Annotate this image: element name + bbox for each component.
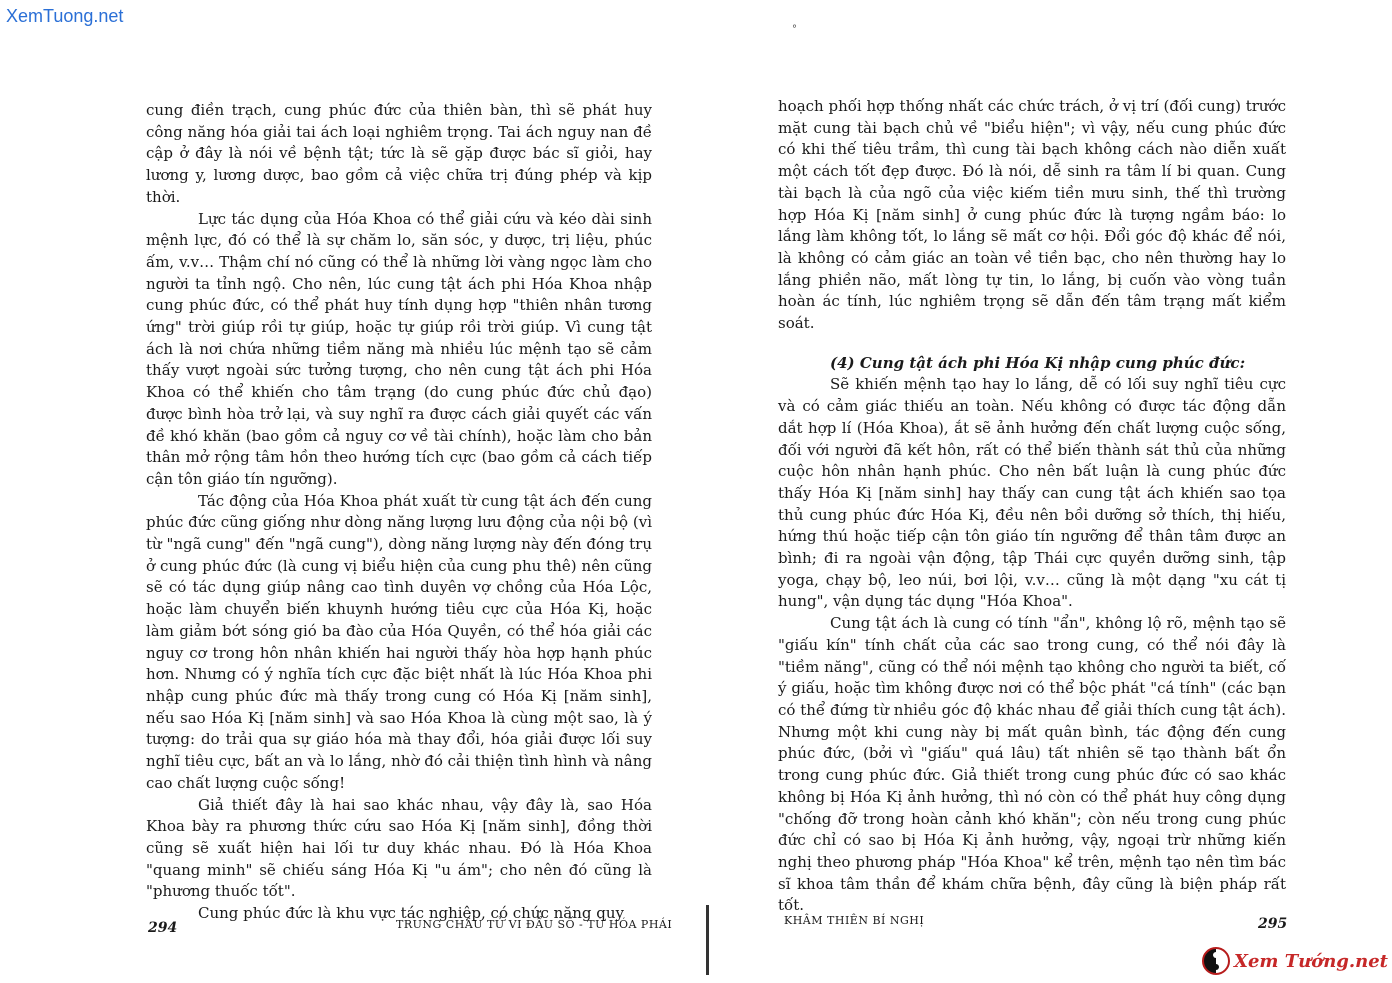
scan-speck: ° [792, 24, 797, 35]
left-paragraph: cung điền trạch, cung phúc đức của thiên bàn, thì sẽ phát huy công năng hóa giải tai ách loại nghiêm trọng. Tai ách nguy nan đề cập ở đây là nói về bệnh tật; tức là sẽ gặp được bác sĩ giỏi, hay lương y, lương dược, bao gồm cả việc chữa trị đúng phép và kịp thời. [146, 101, 652, 206]
right-page-body [778, 96, 1286, 917]
right-paragraph: Sẽ khiến mệnh tạo hay lo lắng, dễ có lối suy nghĩ tiêu cực và có cảm giác thiếu an toàn. Nếu không có được tác động dẫn dắt hợp lí (Hóa Khoa), ắt sẽ ảnh hưởng đến chất lượng cuộc sống, đối với người đã kết hôn, rất có thể biến thành sát thủ của những cuộc hôn nhân hạnh phúc. Cho nên bất luận là cung phúc đức thấy Hóa Kị [năm sinh] hay thấy can cung tật ách khiến sao tọa thủ cung phúc đức Hóa Kị, đều nên bồi dưỡng sở thích, thị hiếu, hứng thú hoặc tiếp cận tôn giáo tín ngưỡng để thân tâm được an bình; đi ra ngoài vận động, tập Thái cực quyền dưỡng sinh, tập yoga, chạy bộ, leo núi, bơi lội, v.v… cũng là một dạng "xu cát tị hung", vận dụng tác dụng "Hóa Khoa". [778, 375, 1286, 611]
right-page-number: 295 [1258, 916, 1288, 932]
right-running-footer: KHÂM THIÊN BÍ NGHỊ [784, 914, 925, 927]
left-paragraph: Lực tác dụng của Hóa Khoa có thể giải cứu và kéo dài sinh mệnh lực, đó có thể là sự chăm lo, săn sóc, y dược, trị liệu, phúc ấm, v.v… Thậm chí nó cũng có thể là những lời vàng ngọc làm cho người ta tỉnh ngộ. Cho nên, lúc cung tật ách phi Hóa Khoa nhập cung phúc đức, có thể phát huy tính dụng hợp "thiên nhân tương ứng" trời giúp rồi tự giúp, hoặc tự giúp rồi trời giúp. Vì cung tật ách là nơi chứa những tiềm năng mà nhiều lúc mệnh tạo sẽ cảm thấy vượt ngoài sức tưởng tượng, cho nên cung tật ách phi Hóa Khoa có thể khiến cho tâm trạng (do cung phúc đức chủ đạo) được bình hòa trở lại, và suy nghĩ ra được cách giải quyết các vấn đề khó khăn (bao gồm cả nguy cơ về tài chính), hoặc làm cho bản thân mở rộng tâm hồn theo hướng tích cực (bao gồm cả cách tiếp cận tôn giáo tín ngưỡng). [146, 209, 652, 488]
left-page-number: 294 [148, 920, 178, 936]
yin-yang-icon [1202, 947, 1230, 975]
right-intro-paragraph: hoạch phối hợp thống nhất các chức trách, ở vị trí (đối cung) trước mặt cung tài bạch chủ về "biểu hiện"; vì vậy, nếu cung phúc đức có khi thế tiêu trầm, thì cung tài bạch không cách nào diễn xuất một cách tốt đẹp được. Đó là nói, dễ sinh ra tâm lí bi quan. Cung tài bạch là của ngõ của việc kiếm tiền mưu sinh, thế thì trường hợp Hóa Kị [năm sinh] ở cung phúc đức là tượng ngầm báo: lo lắng làm không tốt, lo lắng sẽ mất cơ hội. Đổi góc độ khác để nói, là không có cảm giác an toàn về tiền bạc, cho nên thường hay lo lắng phiền não, mất lòng tự tin, lo lắng, bị cuốn vào vòng tuần hoàn ác tính, lúc nghiêm trọng sẽ dẫn đến tâm trạng mất kiểm soát. [778, 97, 1286, 333]
section-heading: (4) Cung tật ách phi Hóa Kị nhập cung phúc đức: [830, 353, 1246, 372]
watermark-logo-text: Xem Tướng.net [1233, 950, 1388, 972]
left-paragraph: Tác động của Hóa Khoa phát xuất từ cung tật ách đến cung phúc đức cũng giống như dòng năng lượng lưu động của nội bộ (vì từ "ngã cung" đến "ngã cung"), dòng năng lượng này đến đóng trụ ở cung phúc đức (là cung vị biểu hiện của cung phu thê) nên cũng sẽ có tác dụng giúp nâng cao tình duyên vợ chồng của Hóa Lộc, hoặc làm chuyển biến khuynh hướng tiêu cực của Hóa Kị, hoặc làm giảm bớt sóng gió ba đào của Hóa Quyền, có thể hóa giải các nguy cơ trong hôn nhân khiến hai người thấy hòa hợp hạnh phúc hơn. Nhưng có ý nghĩa tích cực đặc biệt nhất là lúc Hóa Khoa phi nhập cung phúc đức mà thấy trong cung có Hóa Kị [năm sinh], nếu sao Hóa Kị [năm sinh] và sao Hóa Khoa là cùng một sao, là ý tượng: do trải qua sự giáo hóa mà thay đổi, hóa giải được lối suy nghĩ tiêu cực, bất an và lo lắng, nhờ đó cải thiện tình hình và nâng cao chất lượng cuộc sống! [146, 491, 652, 792]
watermark-bottom-right [1202, 947, 1388, 975]
left-paragraph: Giả thiết đây là hai sao khác nhau, vậy đây là, sao Hóa Khoa bày ra phương thức cứu sao Hóa Kị [năm sinh], đồng thời cũng sẽ xuất hiện hai lối tư duy khác nhau. Đó là Hóa Khoa "quang minh" sẽ chiếu sáng Hóa Kị "u ám"; cho nên đó cũng là "phương thuốc tốt". [146, 795, 652, 901]
left-paragraph: Cung phúc đức là khu vực tác nghiệp, có chức năng quy [198, 904, 625, 923]
right-paragraph: Cung tật ách là cung có tính "ẩn", không lộ rõ, mệnh tạo sẽ "giấu kín" tính chất của các sao trong cung, có thể nói đây là "tiềm năng", cũng có thể nói mệnh tạo không cho người ta biết, cố ý giấu, hoặc tìm không được nơi có thể bộc phát "cá tính" (các bạn có thể đứng từ nhiều góc độ khác nhau để giải thích cung tật ách). Nhưng một khi cung này bị mất quân bình, tác động đến cung phúc đức, (bởi vì "giấu" quá lâu) tất nhiên sẽ tạo thành bất ổn trong cung phúc đức. Giả thiết trong cung phúc đức có sao khác không bị Hóa Kị ảnh hưởng, thì nó còn có thể phát huy công dụng "chống đỡ trong hoàn cảnh khó khăn"; còn nếu trong cung phúc đức chỉ có sao bị Hóa Kị ảnh hưởng, vậy, ngoại trừ những kiến nghị theo phương pháp "Hóa Khoa" kể trên, mệnh tạo nên tìm bác sĩ khoa tâm thần để khám chữa bệnh, đây cũng là biện pháp rất tốt. [778, 614, 1286, 915]
watermark-top-left: XemTuong.net [6, 6, 124, 26]
page-gutter [706, 905, 709, 975]
left-running-footer: TRUNG CHÂU TỬ VI ĐẨU SỐ - TỨ HÓA PHÁI [396, 918, 673, 931]
left-page-body [146, 100, 652, 925]
